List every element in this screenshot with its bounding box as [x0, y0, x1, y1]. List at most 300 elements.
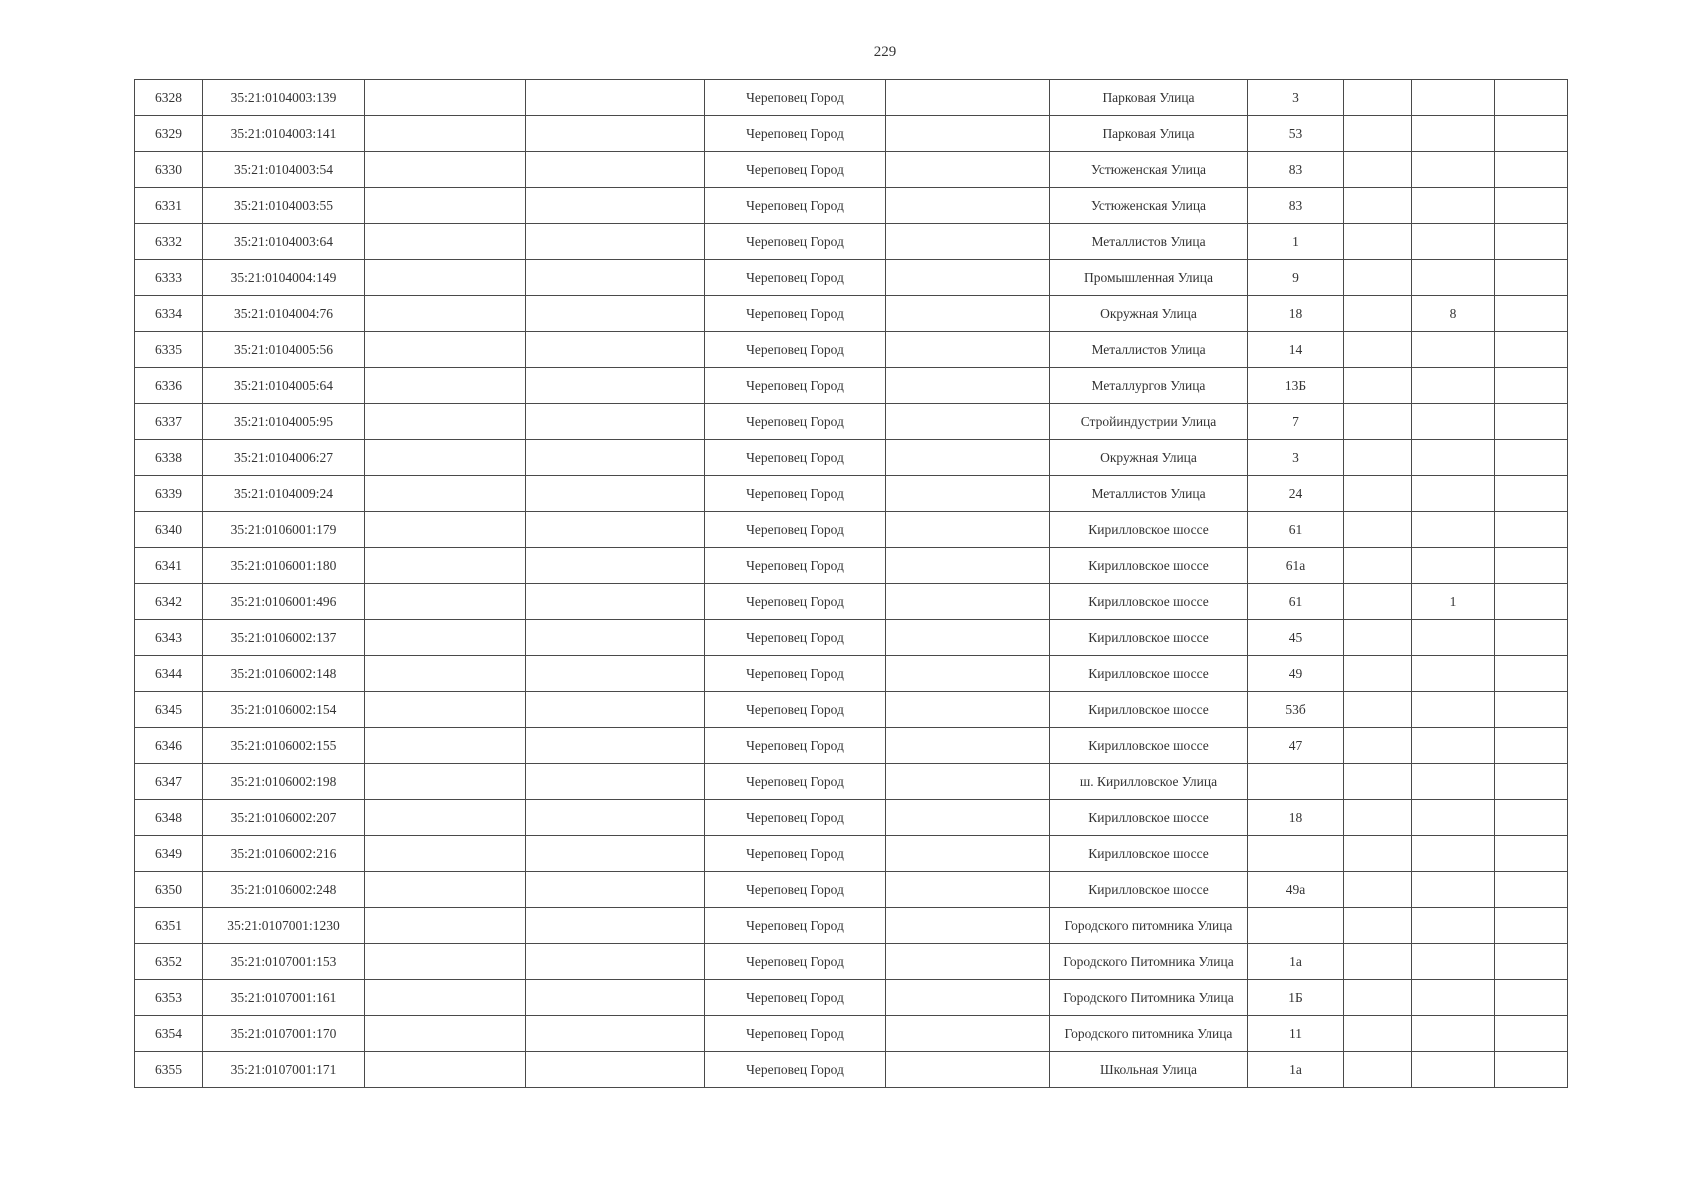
empty-cell: [526, 944, 705, 980]
empty-cell: [1344, 188, 1412, 224]
city-cell: Череповец Город: [705, 908, 886, 944]
cadastral-number-cell: 35:21:0107001:161: [203, 980, 365, 1016]
empty-cell: [1495, 872, 1568, 908]
house-number-cell: 83: [1248, 188, 1344, 224]
row-number-cell: 6337: [135, 404, 203, 440]
empty-cell: [526, 836, 705, 872]
street-cell: Кирилловское шоссе: [1050, 872, 1248, 908]
empty-cell: [886, 296, 1050, 332]
table-row: [135, 656, 1568, 692]
table-row: [135, 1016, 1568, 1052]
row-number-cell: 6335: [135, 332, 203, 368]
table-row: [135, 764, 1568, 800]
city-cell: Череповец Город: [705, 1016, 886, 1052]
extra-number-cell: [1412, 908, 1495, 944]
empty-cell: [1344, 908, 1412, 944]
empty-cell: [365, 440, 526, 476]
empty-cell: [1495, 548, 1568, 584]
registry-table-container: [134, 79, 1568, 1088]
street-cell: Городского Питомника Улица: [1050, 944, 1248, 980]
empty-cell: [1344, 620, 1412, 656]
empty-cell: [1495, 188, 1568, 224]
table-row: [135, 692, 1568, 728]
empty-cell: [1344, 476, 1412, 512]
street-cell: Кирилловское шоссе: [1050, 584, 1248, 620]
empty-cell: [365, 116, 526, 152]
table-row: [135, 404, 1568, 440]
extra-number-cell: [1412, 80, 1495, 116]
empty-cell: [886, 512, 1050, 548]
extra-number-cell: [1412, 260, 1495, 296]
empty-cell: [526, 152, 705, 188]
city-cell: Череповец Город: [705, 980, 886, 1016]
cadastral-number-cell: 35:21:0107001:153: [203, 944, 365, 980]
row-number-cell: 6328: [135, 80, 203, 116]
empty-cell: [1495, 476, 1568, 512]
street-cell: Кирилловское шоссе: [1050, 512, 1248, 548]
table-row: [135, 800, 1568, 836]
empty-cell: [1495, 620, 1568, 656]
empty-cell: [1344, 800, 1412, 836]
house-number-cell: 11: [1248, 1016, 1344, 1052]
empty-cell: [1344, 1016, 1412, 1052]
empty-cell: [1344, 332, 1412, 368]
empty-cell: [1495, 1016, 1568, 1052]
house-number-cell: 53: [1248, 116, 1344, 152]
house-number-cell: 14: [1248, 332, 1344, 368]
extra-number-cell: [1412, 800, 1495, 836]
empty-cell: [365, 980, 526, 1016]
empty-cell: [1344, 1052, 1412, 1088]
empty-cell: [1495, 332, 1568, 368]
table-row: [135, 224, 1568, 260]
row-number-cell: 6334: [135, 296, 203, 332]
empty-cell: [1495, 764, 1568, 800]
house-number-cell: 1а: [1248, 1052, 1344, 1088]
house-number-cell: 47: [1248, 728, 1344, 764]
empty-cell: [1344, 728, 1412, 764]
table-row: [135, 908, 1568, 944]
table-row: [135, 584, 1568, 620]
empty-cell: [1495, 692, 1568, 728]
extra-number-cell: [1412, 116, 1495, 152]
empty-cell: [526, 1016, 705, 1052]
empty-cell: [886, 548, 1050, 584]
table-row: [135, 260, 1568, 296]
empty-cell: [1495, 908, 1568, 944]
street-cell: Кирилловское шоссе: [1050, 692, 1248, 728]
city-cell: Череповец Город: [705, 728, 886, 764]
empty-cell: [365, 836, 526, 872]
city-cell: Череповец Город: [705, 440, 886, 476]
row-number-cell: 6349: [135, 836, 203, 872]
cadastral-number-cell: 35:21:0106002:198: [203, 764, 365, 800]
row-number-cell: 6348: [135, 800, 203, 836]
empty-cell: [1495, 728, 1568, 764]
row-number-cell: 6350: [135, 872, 203, 908]
empty-cell: [365, 944, 526, 980]
table-row: [135, 1052, 1568, 1088]
empty-cell: [1495, 512, 1568, 548]
house-number-cell: [1248, 764, 1344, 800]
row-number-cell: 6329: [135, 116, 203, 152]
empty-cell: [526, 476, 705, 512]
empty-cell: [526, 908, 705, 944]
empty-cell: [365, 584, 526, 620]
empty-cell: [886, 152, 1050, 188]
extra-number-cell: [1412, 1016, 1495, 1052]
house-number-cell: 83: [1248, 152, 1344, 188]
cadastral-number-cell: 35:21:0106001:496: [203, 584, 365, 620]
empty-cell: [365, 908, 526, 944]
empty-cell: [1344, 512, 1412, 548]
empty-cell: [1344, 584, 1412, 620]
city-cell: Череповец Город: [705, 692, 886, 728]
street-cell: Металлистов Улица: [1050, 476, 1248, 512]
empty-cell: [1344, 836, 1412, 872]
empty-cell: [365, 620, 526, 656]
street-cell: Металлистов Улица: [1050, 224, 1248, 260]
table-row: [135, 512, 1568, 548]
cadastral-number-cell: 35:21:0104004:76: [203, 296, 365, 332]
empty-cell: [365, 728, 526, 764]
empty-cell: [365, 404, 526, 440]
empty-cell: [886, 224, 1050, 260]
city-cell: Череповец Город: [705, 368, 886, 404]
house-number-cell: [1248, 836, 1344, 872]
empty-cell: [1344, 404, 1412, 440]
street-cell: Кирилловское шоссе: [1050, 728, 1248, 764]
table-row: [135, 116, 1568, 152]
street-cell: Кирилловское шоссе: [1050, 620, 1248, 656]
cadastral-number-cell: 35:21:0106002:137: [203, 620, 365, 656]
city-cell: Череповец Город: [705, 656, 886, 692]
house-number-cell: 18: [1248, 296, 1344, 332]
empty-cell: [1344, 152, 1412, 188]
empty-cell: [886, 800, 1050, 836]
cadastral-number-cell: 35:21:0106002:216: [203, 836, 365, 872]
empty-cell: [886, 872, 1050, 908]
empty-cell: [526, 620, 705, 656]
table-row: [135, 368, 1568, 404]
empty-cell: [886, 476, 1050, 512]
extra-number-cell: [1412, 620, 1495, 656]
street-cell: Парковая Улица: [1050, 80, 1248, 116]
empty-cell: [1344, 656, 1412, 692]
cadastral-number-cell: 35:21:0104009:24: [203, 476, 365, 512]
page-number: 229: [873, 44, 897, 60]
extra-number-cell: [1412, 728, 1495, 764]
row-number-cell: 6336: [135, 368, 203, 404]
cadastral-number-cell: 35:21:0104003:139: [203, 80, 365, 116]
empty-cell: [526, 728, 705, 764]
empty-cell: [886, 656, 1050, 692]
empty-cell: [886, 944, 1050, 980]
table-row: [135, 728, 1568, 764]
empty-cell: [526, 764, 705, 800]
empty-cell: [886, 188, 1050, 224]
cadastral-number-cell: 35:21:0104003:64: [203, 224, 365, 260]
city-cell: Череповец Город: [705, 188, 886, 224]
empty-cell: [365, 332, 526, 368]
extra-number-cell: [1412, 764, 1495, 800]
table-row: [135, 80, 1568, 116]
empty-cell: [365, 296, 526, 332]
empty-cell: [1495, 980, 1568, 1016]
extra-number-cell: [1412, 332, 1495, 368]
cadastral-number-cell: 35:21:0107001:1230: [203, 908, 365, 944]
row-number-cell: 6339: [135, 476, 203, 512]
empty-cell: [365, 692, 526, 728]
city-cell: Череповец Город: [705, 224, 886, 260]
city-cell: Череповец Город: [705, 620, 886, 656]
extra-number-cell: [1412, 1052, 1495, 1088]
empty-cell: [365, 548, 526, 584]
street-cell: Кирилловское шоссе: [1050, 800, 1248, 836]
house-number-cell: 45: [1248, 620, 1344, 656]
house-number-cell: [1248, 908, 1344, 944]
row-number-cell: 6340: [135, 512, 203, 548]
cadastral-number-cell: 35:21:0104003:54: [203, 152, 365, 188]
empty-cell: [365, 224, 526, 260]
house-number-cell: 1а: [1248, 944, 1344, 980]
extra-number-cell: [1412, 476, 1495, 512]
cadastral-number-cell: 35:21:0104006:27: [203, 440, 365, 476]
empty-cell: [526, 800, 705, 836]
empty-cell: [1344, 548, 1412, 584]
extra-number-cell: [1412, 836, 1495, 872]
city-cell: Череповец Город: [705, 800, 886, 836]
city-cell: Череповец Город: [705, 116, 886, 152]
empty-cell: [1495, 368, 1568, 404]
row-number-cell: 6347: [135, 764, 203, 800]
extra-number-cell: [1412, 944, 1495, 980]
empty-cell: [1495, 80, 1568, 116]
table-row: [135, 980, 1568, 1016]
street-cell: Городского питомника Улица: [1050, 1016, 1248, 1052]
row-number-cell: 6333: [135, 260, 203, 296]
empty-cell: [1344, 872, 1412, 908]
street-cell: Городского питомника Улица: [1050, 908, 1248, 944]
empty-cell: [365, 80, 526, 116]
empty-cell: [1495, 656, 1568, 692]
empty-cell: [526, 512, 705, 548]
empty-cell: [526, 872, 705, 908]
city-cell: Череповец Город: [705, 260, 886, 296]
empty-cell: [886, 728, 1050, 764]
row-number-cell: 6341: [135, 548, 203, 584]
empty-cell: [886, 1052, 1050, 1088]
city-cell: Череповец Город: [705, 764, 886, 800]
extra-number-cell: [1412, 368, 1495, 404]
city-cell: Череповец Город: [705, 80, 886, 116]
extra-number-cell: [1412, 980, 1495, 1016]
row-number-cell: 6330: [135, 152, 203, 188]
extra-number-cell: [1412, 692, 1495, 728]
empty-cell: [1495, 584, 1568, 620]
street-cell: Окружная Улица: [1050, 440, 1248, 476]
cadastral-number-cell: 35:21:0104005:95: [203, 404, 365, 440]
empty-cell: [365, 512, 526, 548]
empty-cell: [886, 584, 1050, 620]
row-number-cell: 6338: [135, 440, 203, 476]
house-number-cell: 1Б: [1248, 980, 1344, 1016]
city-cell: Череповец Город: [705, 332, 886, 368]
table-row: [135, 836, 1568, 872]
row-number-cell: 6352: [135, 944, 203, 980]
empty-cell: [1344, 440, 1412, 476]
city-cell: Череповец Город: [705, 152, 886, 188]
cadastral-number-cell: 35:21:0104004:149: [203, 260, 365, 296]
empty-cell: [1495, 152, 1568, 188]
house-number-cell: 61: [1248, 512, 1344, 548]
cadastral-number-cell: 35:21:0104003:141: [203, 116, 365, 152]
empty-cell: [365, 800, 526, 836]
cadastral-number-cell: 35:21:0106001:180: [203, 548, 365, 584]
street-cell: Кирилловское шоссе: [1050, 656, 1248, 692]
row-number-cell: 6343: [135, 620, 203, 656]
extra-number-cell: [1412, 404, 1495, 440]
empty-cell: [526, 188, 705, 224]
empty-cell: [1344, 296, 1412, 332]
empty-cell: [526, 584, 705, 620]
empty-cell: [1344, 692, 1412, 728]
row-number-cell: 6353: [135, 980, 203, 1016]
empty-cell: [365, 188, 526, 224]
house-number-cell: 3: [1248, 440, 1344, 476]
extra-number-cell: 8: [1412, 296, 1495, 332]
house-number-cell: 53б: [1248, 692, 1344, 728]
table-row: [135, 548, 1568, 584]
house-number-cell: 3: [1248, 80, 1344, 116]
empty-cell: [526, 1052, 705, 1088]
row-number-cell: 6345: [135, 692, 203, 728]
street-cell: Металлургов Улица: [1050, 368, 1248, 404]
house-number-cell: 13Б: [1248, 368, 1344, 404]
row-number-cell: 6354: [135, 1016, 203, 1052]
cadastral-number-cell: 35:21:0107001:171: [203, 1052, 365, 1088]
cadastral-number-cell: 35:21:0104005:64: [203, 368, 365, 404]
city-cell: Череповец Город: [705, 584, 886, 620]
cadastral-number-cell: 35:21:0106001:179: [203, 512, 365, 548]
city-cell: Череповец Город: [705, 296, 886, 332]
empty-cell: [886, 908, 1050, 944]
empty-cell: [886, 980, 1050, 1016]
empty-cell: [1344, 368, 1412, 404]
cadastral-number-cell: 35:21:0104003:55: [203, 188, 365, 224]
empty-cell: [526, 368, 705, 404]
empty-cell: [526, 548, 705, 584]
cadastral-number-cell: 35:21:0106002:154: [203, 692, 365, 728]
city-cell: Череповец Город: [705, 548, 886, 584]
city-cell: Череповец Город: [705, 476, 886, 512]
empty-cell: [886, 764, 1050, 800]
table-row: [135, 944, 1568, 980]
street-cell: Металлистов Улица: [1050, 332, 1248, 368]
empty-cell: [526, 224, 705, 260]
empty-cell: [526, 332, 705, 368]
empty-cell: [526, 980, 705, 1016]
empty-cell: [365, 872, 526, 908]
empty-cell: [1495, 404, 1568, 440]
extra-number-cell: [1412, 224, 1495, 260]
table-row: [135, 620, 1568, 656]
empty-cell: [365, 1052, 526, 1088]
empty-cell: [1495, 440, 1568, 476]
empty-cell: [365, 260, 526, 296]
empty-cell: [365, 476, 526, 512]
street-cell: Промышленная Улица: [1050, 260, 1248, 296]
empty-cell: [886, 116, 1050, 152]
street-cell: ш. Кирилловское Улица: [1050, 764, 1248, 800]
house-number-cell: 49а: [1248, 872, 1344, 908]
city-cell: Череповец Город: [705, 872, 886, 908]
street-cell: Устюженская Улица: [1050, 152, 1248, 188]
row-number-cell: 6342: [135, 584, 203, 620]
house-number-cell: 18: [1248, 800, 1344, 836]
row-number-cell: 6344: [135, 656, 203, 692]
row-number-cell: 6331: [135, 188, 203, 224]
table-row: [135, 296, 1568, 332]
empty-cell: [886, 368, 1050, 404]
empty-cell: [1344, 260, 1412, 296]
row-number-cell: 6355: [135, 1052, 203, 1088]
empty-cell: [886, 404, 1050, 440]
house-number-cell: 24: [1248, 476, 1344, 512]
empty-cell: [1495, 296, 1568, 332]
table-body: [135, 80, 1568, 1088]
house-number-cell: 1: [1248, 224, 1344, 260]
empty-cell: [365, 1016, 526, 1052]
empty-cell: [1495, 1052, 1568, 1088]
empty-cell: [365, 152, 526, 188]
street-cell: Окружная Улица: [1050, 296, 1248, 332]
empty-cell: [886, 80, 1050, 116]
street-cell: Школьная Улица: [1050, 1052, 1248, 1088]
city-cell: Череповец Город: [705, 404, 886, 440]
city-cell: Череповец Город: [705, 836, 886, 872]
street-cell: Стройиндустрии Улица: [1050, 404, 1248, 440]
street-cell: Кирилловское шоссе: [1050, 548, 1248, 584]
empty-cell: [886, 620, 1050, 656]
empty-cell: [526, 116, 705, 152]
empty-cell: [886, 692, 1050, 728]
empty-cell: [526, 404, 705, 440]
street-cell: Парковая Улица: [1050, 116, 1248, 152]
empty-cell: [1495, 224, 1568, 260]
street-cell: Городского Питомника Улица: [1050, 980, 1248, 1016]
house-number-cell: 61а: [1248, 548, 1344, 584]
table-row: [135, 872, 1568, 908]
cadastral-number-cell: 35:21:0106002:148: [203, 656, 365, 692]
empty-cell: [1344, 764, 1412, 800]
house-number-cell: 49: [1248, 656, 1344, 692]
street-cell: Кирилловское шоссе: [1050, 836, 1248, 872]
empty-cell: [886, 260, 1050, 296]
empty-cell: [1495, 836, 1568, 872]
registry-table: [134, 79, 1568, 1088]
extra-number-cell: [1412, 152, 1495, 188]
extra-number-cell: [1412, 872, 1495, 908]
city-cell: Череповец Город: [705, 1052, 886, 1088]
house-number-cell: 61: [1248, 584, 1344, 620]
cadastral-number-cell: 35:21:0106002:207: [203, 800, 365, 836]
extra-number-cell: [1412, 188, 1495, 224]
empty-cell: [1344, 80, 1412, 116]
table-row: [135, 476, 1568, 512]
empty-cell: [1495, 800, 1568, 836]
cadastral-number-cell: 35:21:0104005:56: [203, 332, 365, 368]
